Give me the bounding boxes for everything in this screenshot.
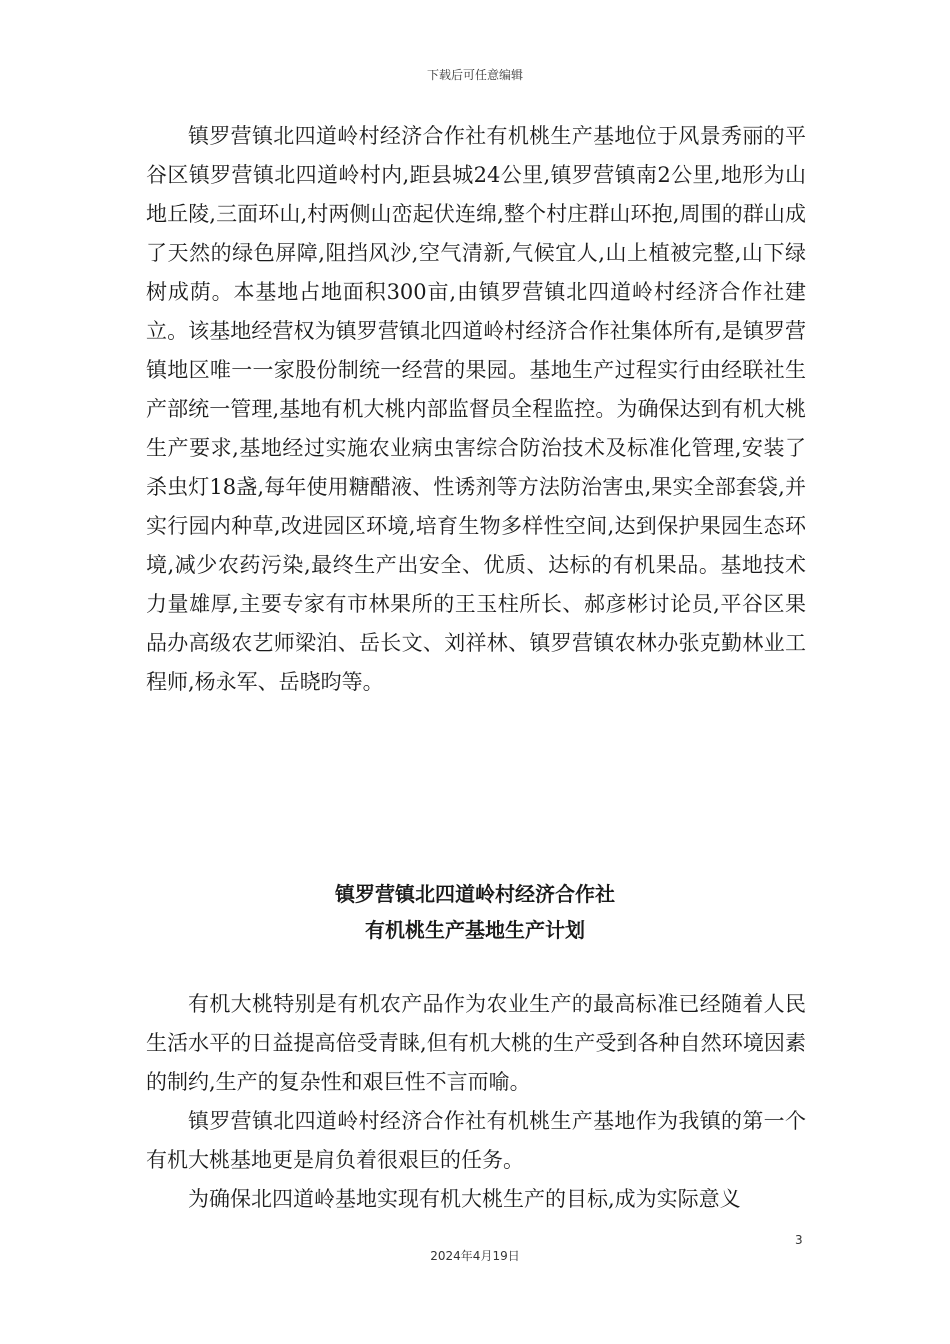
section-title-line-2: 有机桃生产基地生产计划 — [365, 918, 585, 942]
paragraph-base-intro: 镇罗营镇北四道岭村经济合作社有机桃生产基地位于风景秀丽的平谷区镇罗营镇北四道岭村内,距县城24公里,镇罗营镇南2公里,地形为山地丘陵,三面环山,村两侧山峦起伏连绵,整个村庄群山环抱,周围的群山成了天然的绿色屏障,阻挡风沙,空气清新,气候宜人,山上植被完整,山下绿树成荫。本基地占地面积300亩,由镇罗营镇北四道岭村经济合作社建立。该基地经营权为镇罗营镇北四道岭村经济合作社集体所有,是镇罗营镇地区唯一一家股份制统一经营的果园。基地生产过程实行由经联社生产部统一管理,基地有机大桃内部监督员全程监控。为确保达到有机大桃生产要求,基地经过实施农业病虫害综合防治技术及标准化管理,安装了杀虫灯18盏,每年使用糖醋液、性诱剂等方法防治害虫,果实全部套袋,并实行园内种草,改进园区环境,培育生物多样性空间,达到保护果园生态环境,减少农药污染,最终生产出安全、优质、达标的有机果品。基地技术力量雄厚,主要专家有市林果所的王玉柱所长、郝彦彬讨论员,平谷区果品办高级农艺师梁泊、岳长文、刘祥林、镇罗营镇农林办张克勤林业工程师,杨永军、岳晓昀等。 — [146, 124, 806, 694]
section-title-line-1: 镇罗营镇北四道岭村经济合作社 — [335, 882, 615, 906]
paragraph-plan-3: 为确保北四道岭基地实现有机大桃生产的目标,成为实际意义 — [188, 1187, 741, 1211]
section-title — [0, 876, 950, 948]
page-number: 3 — [795, 1233, 803, 1247]
page-header: 下载后可任意编辑 — [426, 68, 523, 82]
paragraph-plan-2: 镇罗营镇北四道岭村经济合作社有机桃生产基地作为我镇的第一个有机大桃基地更是肩负着很艰巨的任务。 — [146, 1109, 806, 1172]
paragraph-plan-1: 有机大桃特别是有机农产品作为农业生产的最高标准已经随着人民生活水平的日益提高倍受青睐,但有机大桃的生产受到各种自然环境因素的制约,生产的复杂性和艰巨性不言而喻。 — [146, 992, 806, 1094]
footer-date: 2024年4月19日 — [430, 1249, 520, 1263]
body-section-plan — [146, 985, 806, 1219]
body-section-intro — [146, 117, 806, 702]
